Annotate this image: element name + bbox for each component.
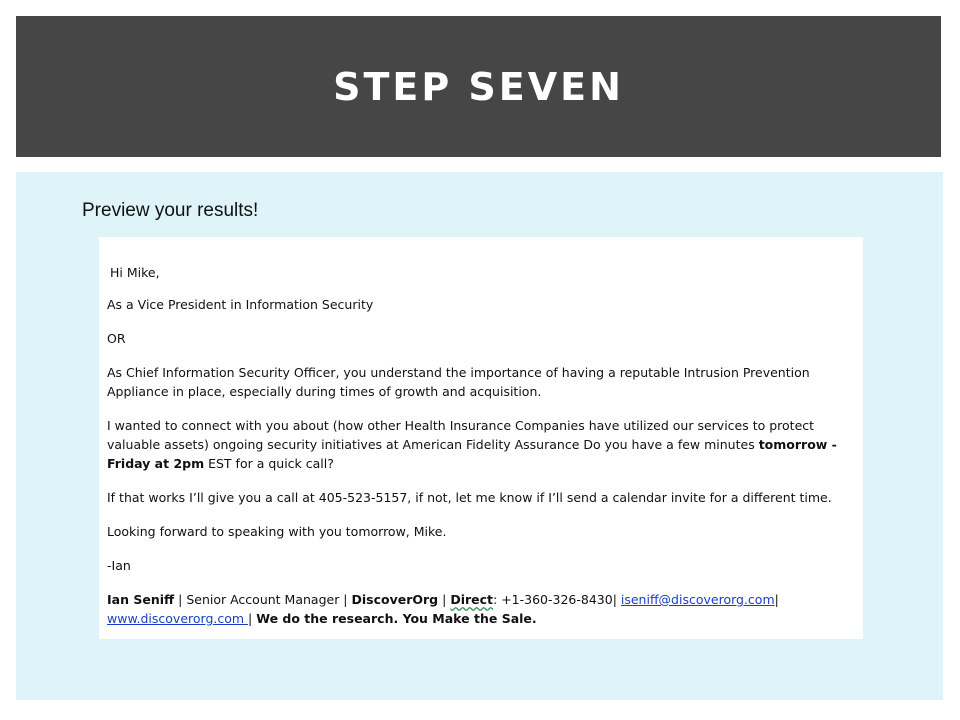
email-signoff: -Ian [107,558,131,573]
signature-tagline: We do the research. You Make the Sale. [256,611,537,626]
title-bar [16,16,941,157]
slide-subtitle: Preview your results! [82,200,259,221]
signature-role: Senior Account Manager [186,592,340,607]
email-line-or: OR [107,331,126,346]
email-paragraph-4: Looking forward to speaking with you tomorrow, Mike. [107,524,447,539]
email-paragraph-2-dash: - [827,437,837,452]
signature-direct-number: : +1-360-326-8430 [493,592,613,607]
email-signature [107,590,855,628]
signature-direct-label: Direct [450,592,494,607]
content-panel [16,172,943,700]
signature-separator: | [774,592,779,607]
signature-separator: | [612,592,621,607]
email-paragraph-3: If that works I’ll give you a call at 405-523-5157, if not, let me know if I’ll send a calendar invite for a different time. [107,490,832,505]
signature-separator: | [339,592,352,607]
signature-name: Ian Seniff [107,592,175,607]
email-greeting: Hi Mike, [110,265,160,280]
email-line-title-option-1: As a Vice President in Information Security [107,297,374,312]
email-preview-image [99,237,863,639]
signature-separator: | [248,611,257,626]
email-paragraph-2 [107,416,855,473]
email-paragraph-2-bold-time: Friday at 2pm [107,456,205,471]
email-paragraph-1: As Chief Information Security Officer, you understand the importance of having a reputable Intrusion Prevention Appliance in place, especially during times of growth and acquisition. [107,365,810,399]
email-paragraph-2-text: I wanted to connect with you about (how other Health Insurance Companies have utilized our services to protect valuable assets) ongoing security initiatives at American Fidelity Assurance Do you have a few minutes [107,418,815,452]
signature-company: DiscoverOrg [351,592,439,607]
email-paragraph-2-end: EST for a quick call? [204,456,334,471]
signature-separator: | [174,592,187,607]
signature-separator: | [438,592,451,607]
signature-website-link[interactable]: www.discoverorg.com [107,611,249,626]
signature-email-link[interactable]: iseniff@discoverorg.com [620,592,775,607]
email-paragraph-2-bold-tomorrow: tomorrow [758,437,828,452]
slide-title: STEP SEVEN [333,64,624,109]
